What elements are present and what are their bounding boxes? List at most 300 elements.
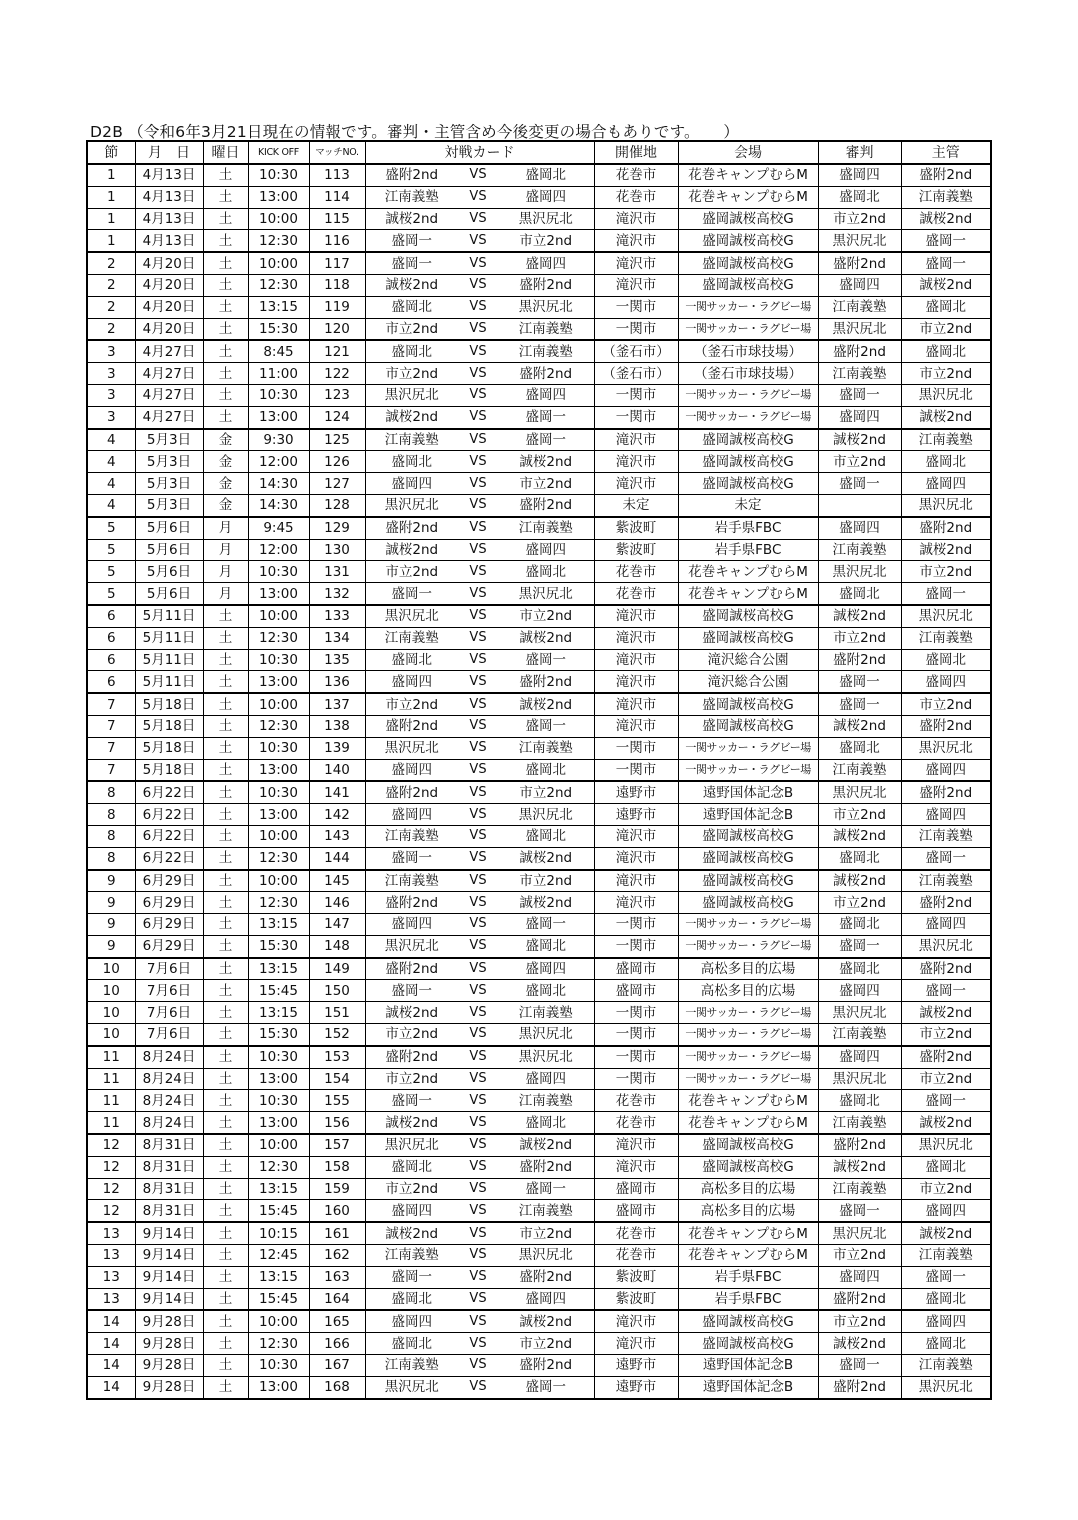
cell-date: 9月14日 [135, 1222, 203, 1244]
cell-organizer: 江南義塾 [901, 870, 991, 892]
cell-home-team: 黒沢尻北 [365, 494, 458, 516]
cell-venue: 遠野国体記念B [678, 804, 818, 826]
cell-organizer: 盛岡一 [901, 1266, 991, 1288]
cell-venue: 一関サッカー・ラグビー場 [678, 406, 818, 428]
cell-match-no: 166 [309, 1333, 365, 1355]
cell-kickoff: 13:00 [248, 1068, 309, 1090]
cell-host-city: 花巻市 [594, 583, 678, 605]
cell-match-no: 116 [309, 230, 365, 252]
cell-referee: 盛岡四 [818, 1266, 901, 1288]
table-row [87, 1112, 991, 1134]
cell-vs: VS [458, 186, 498, 208]
cell-host-city: 一関市 [594, 737, 678, 759]
cell-host-city: 遠野市 [594, 804, 678, 826]
cell-date: 5月6日 [135, 517, 203, 539]
cell-organizer: 盛附2nd [901, 517, 991, 539]
cell-setsu: 10 [87, 1024, 135, 1046]
cell-organizer: 盛岡北 [901, 451, 991, 473]
cell-match-no: 136 [309, 671, 365, 693]
cell-away-team: 盛岡四 [498, 186, 594, 208]
cell-home-team: 江南義塾 [365, 1245, 458, 1267]
cell-setsu: 6 [87, 605, 135, 627]
cell-home-team: 盛岡一 [365, 252, 458, 274]
cell-weekday: 土 [203, 671, 248, 693]
cell-venue: 遠野国体記念B [678, 781, 818, 803]
cell-vs: VS [458, 715, 498, 737]
table-row [87, 870, 991, 892]
cell-setsu: 1 [87, 208, 135, 230]
cell-organizer: 誠桜2nd [901, 1002, 991, 1024]
cell-referee: 盛附2nd [818, 252, 901, 274]
cell-vs: VS [458, 693, 498, 715]
cell-weekday: 月 [203, 517, 248, 539]
cell-weekday: 金 [203, 473, 248, 495]
cell-host-city: 遠野市 [594, 1355, 678, 1377]
cell-match-no: 159 [309, 1178, 365, 1200]
cell-date: 9月14日 [135, 1245, 203, 1267]
cell-referee: 黒沢尻北 [818, 561, 901, 583]
cell-organizer: 盛附2nd [901, 892, 991, 914]
cell-home-team: 市立2nd [365, 693, 458, 715]
cell-away-team: 市立2nd [498, 870, 594, 892]
cell-host-city: 滝沢市 [594, 715, 678, 737]
cell-setsu: 2 [87, 296, 135, 318]
cell-organizer: 市立2nd [901, 561, 991, 583]
table-row [87, 1200, 991, 1222]
cell-setsu: 4 [87, 451, 135, 473]
cell-date: 4月13日 [135, 230, 203, 252]
cell-date: 5月6日 [135, 539, 203, 561]
cell-home-team: 盛附2nd [365, 892, 458, 914]
cell-venue: 盛岡誠桜高校G [678, 1333, 818, 1355]
cell-vs: VS [458, 1266, 498, 1288]
cell-vs: VS [458, 1090, 498, 1112]
cell-venue: 滝沢総合公園 [678, 649, 818, 671]
cell-referee: 盛岡一 [818, 384, 901, 406]
table-row [87, 935, 991, 957]
cell-weekday: 土 [203, 1046, 248, 1068]
cell-venue: （釜石市球技場） [678, 340, 818, 362]
cell-weekday: 土 [203, 318, 248, 340]
cell-venue: 盛岡誠桜高校G [678, 1134, 818, 1156]
cell-vs: VS [458, 252, 498, 274]
cell-organizer: 誠桜2nd [901, 1222, 991, 1244]
cell-away-team: 盛附2nd [498, 1156, 594, 1178]
cell-vs: VS [458, 539, 498, 561]
cell-host-city: 一関市 [594, 1046, 678, 1068]
cell-home-team: 市立2nd [365, 1024, 458, 1046]
cell-venue: 岩手県FBC [678, 1266, 818, 1288]
cell-kickoff: 13:15 [248, 296, 309, 318]
cell-setsu: 8 [87, 804, 135, 826]
cell-kickoff: 15:45 [248, 980, 309, 1002]
cell-weekday: 金 [203, 451, 248, 473]
table-row [87, 274, 991, 296]
cell-away-team: 黒沢尻北 [498, 296, 594, 318]
cell-weekday: 土 [203, 649, 248, 671]
cell-kickoff: 10:30 [248, 384, 309, 406]
cell-kickoff: 12:45 [248, 1245, 309, 1267]
table-row [87, 715, 991, 737]
cell-host-city: 一関市 [594, 759, 678, 781]
cell-kickoff: 10:30 [248, 164, 309, 186]
cell-date: 9月28日 [135, 1310, 203, 1332]
cell-match-no: 146 [309, 892, 365, 914]
table-row [87, 737, 991, 759]
table-row [87, 847, 991, 869]
cell-home-team: 黒沢尻北 [365, 737, 458, 759]
cell-referee: 盛岡北 [818, 186, 901, 208]
cell-vs: VS [458, 847, 498, 869]
cell-referee: 盛岡四 [818, 164, 901, 186]
cell-away-team: 黒沢尻北 [498, 1245, 594, 1267]
cell-host-city: 滝沢市 [594, 693, 678, 715]
cell-away-team: 盛岡北 [498, 561, 594, 583]
cell-away-team: 誠桜2nd [498, 693, 594, 715]
table-row [87, 671, 991, 693]
cell-home-team: 誠桜2nd [365, 1002, 458, 1024]
cell-vs: VS [458, 627, 498, 649]
cell-weekday: 土 [203, 825, 248, 847]
cell-away-team: 盛岡四 [498, 958, 594, 980]
cell-match-no: 150 [309, 980, 365, 1002]
cell-referee: 盛岡一 [818, 473, 901, 495]
cell-venue: 一関サッカー・ラグビー場 [678, 1046, 818, 1068]
cell-host-city: 一関市 [594, 935, 678, 957]
cell-referee: 盛岡四 [818, 980, 901, 1002]
cell-setsu: 14 [87, 1333, 135, 1355]
cell-vs: VS [458, 1178, 498, 1200]
cell-venue: 花巻キャンプむらM [678, 1090, 818, 1112]
cell-away-team: 盛岡一 [498, 429, 594, 451]
cell-setsu: 12 [87, 1156, 135, 1178]
cell-setsu: 14 [87, 1355, 135, 1377]
cell-referee: 盛岡四 [818, 406, 901, 428]
cell-vs: VS [458, 935, 498, 957]
cell-date: 7月6日 [135, 958, 203, 980]
cell-match-no: 117 [309, 252, 365, 274]
cell-host-city: 花巻市 [594, 1090, 678, 1112]
cell-date: 9月28日 [135, 1376, 203, 1398]
cell-vs: VS [458, 804, 498, 826]
cell-away-team: 盛岡一 [498, 649, 594, 671]
cell-referee: 黒沢尻北 [818, 1002, 901, 1024]
table-row [87, 1178, 991, 1200]
cell-weekday: 土 [203, 384, 248, 406]
table-row [87, 1002, 991, 1024]
table-row [87, 1046, 991, 1068]
cell-kickoff: 13:00 [248, 406, 309, 428]
cell-weekday: 土 [203, 847, 248, 869]
cell-home-team: 江南義塾 [365, 870, 458, 892]
cell-match-no: 115 [309, 208, 365, 230]
cell-host-city: 滝沢市 [594, 208, 678, 230]
cell-host-city: 一関市 [594, 1068, 678, 1090]
cell-home-team: 盛岡一 [365, 230, 458, 252]
cell-away-team: 盛岡一 [498, 406, 594, 428]
cell-away-team: 江南義塾 [498, 1090, 594, 1112]
cell-venue: 一関サッカー・ラグビー場 [678, 737, 818, 759]
cell-weekday: 土 [203, 1178, 248, 1200]
table-row [87, 1355, 991, 1377]
cell-vs: VS [458, 1288, 498, 1310]
cell-kickoff: 15:45 [248, 1288, 309, 1310]
cell-host-city: 滝沢市 [594, 473, 678, 495]
cell-away-team: 盛附2nd [498, 1266, 594, 1288]
cell-match-no: 144 [309, 847, 365, 869]
cell-match-no: 158 [309, 1156, 365, 1178]
cell-home-team: 盛附2nd [365, 715, 458, 737]
cell-organizer: 黒沢尻北 [901, 1134, 991, 1156]
cell-venue: 花巻キャンプむらM [678, 1222, 818, 1244]
cell-weekday: 土 [203, 1333, 248, 1355]
cell-host-city: 一関市 [594, 914, 678, 936]
cell-host-city: 滝沢市 [594, 892, 678, 914]
table-row [87, 649, 991, 671]
cell-referee: 誠桜2nd [818, 715, 901, 737]
cell-kickoff: 13:00 [248, 759, 309, 781]
cell-kickoff: 13:15 [248, 1266, 309, 1288]
cell-kickoff: 10:00 [248, 825, 309, 847]
cell-away-team: 盛附2nd [498, 363, 594, 385]
table-row [87, 627, 991, 649]
cell-weekday: 土 [203, 340, 248, 362]
cell-organizer: 盛岡四 [901, 759, 991, 781]
cell-match-no: 165 [309, 1310, 365, 1332]
cell-match-no: 162 [309, 1245, 365, 1267]
cell-date: 8月24日 [135, 1046, 203, 1068]
cell-match-no: 154 [309, 1068, 365, 1090]
table-row [87, 1266, 991, 1288]
cell-weekday: 土 [203, 1288, 248, 1310]
cell-host-city: 滝沢市 [594, 847, 678, 869]
cell-weekday: 土 [203, 958, 248, 980]
cell-setsu: 5 [87, 561, 135, 583]
cell-match-no: 157 [309, 1134, 365, 1156]
cell-host-city: 花巻市 [594, 1245, 678, 1267]
cell-setsu: 9 [87, 892, 135, 914]
cell-venue: 一関サッカー・ラグビー場 [678, 384, 818, 406]
table-row [87, 1376, 991, 1398]
cell-away-team: 盛岡北 [498, 980, 594, 1002]
cell-setsu: 8 [87, 825, 135, 847]
cell-match-no: 161 [309, 1222, 365, 1244]
cell-date: 6月22日 [135, 847, 203, 869]
cell-home-team: 黒沢尻北 [365, 935, 458, 957]
cell-home-team: 誠桜2nd [365, 208, 458, 230]
cell-date: 5月11日 [135, 649, 203, 671]
cell-home-team: 黒沢尻北 [365, 384, 458, 406]
cell-kickoff: 12:30 [248, 274, 309, 296]
cell-host-city: 滝沢市 [594, 429, 678, 451]
cell-setsu: 3 [87, 384, 135, 406]
cell-vs: VS [458, 1046, 498, 1068]
cell-organizer: 盛附2nd [901, 781, 991, 803]
cell-referee: 黒沢尻北 [818, 1068, 901, 1090]
cell-vs: VS [458, 671, 498, 693]
cell-match-no: 127 [309, 473, 365, 495]
cell-referee: 黒沢尻北 [818, 781, 901, 803]
cell-host-city: 遠野市 [594, 781, 678, 803]
cell-organizer: 盛岡四 [901, 671, 991, 693]
cell-date: 4月27日 [135, 384, 203, 406]
cell-setsu: 11 [87, 1112, 135, 1134]
cell-vs: VS [458, 914, 498, 936]
cell-weekday: 土 [203, 1310, 248, 1332]
table-row [87, 781, 991, 803]
cell-setsu: 2 [87, 274, 135, 296]
cell-organizer: 盛岡北 [901, 1156, 991, 1178]
cell-away-team: 盛附2nd [498, 671, 594, 693]
cell-host-city: 一関市 [594, 296, 678, 318]
cell-organizer: 誠桜2nd [901, 539, 991, 561]
cell-organizer: 盛岡北 [901, 340, 991, 362]
cell-date: 8月31日 [135, 1178, 203, 1200]
cell-away-team: 盛岡一 [498, 914, 594, 936]
cell-referee: 江南義塾 [818, 539, 901, 561]
cell-home-team: 盛岡一 [365, 847, 458, 869]
cell-referee: 盛岡一 [818, 693, 901, 715]
cell-host-city: 滝沢市 [594, 605, 678, 627]
cell-venue: 盛岡誠桜高校G [678, 870, 818, 892]
cell-away-team: 黒沢尻北 [498, 1046, 594, 1068]
cell-away-team: 盛岡北 [498, 935, 594, 957]
cell-vs: VS [458, 1002, 498, 1024]
cell-match-no: 123 [309, 384, 365, 406]
cell-weekday: 土 [203, 230, 248, 252]
cell-setsu: 4 [87, 473, 135, 495]
cell-venue: 盛岡誠桜高校G [678, 1310, 818, 1332]
cell-venue: 盛岡誠桜高校G [678, 473, 818, 495]
cell-referee: 盛岡四 [818, 517, 901, 539]
cell-match-no: 138 [309, 715, 365, 737]
cell-kickoff: 12:00 [248, 451, 309, 473]
cell-referee: 盛岡北 [818, 914, 901, 936]
cell-setsu: 13 [87, 1222, 135, 1244]
cell-host-city: （釜石市） [594, 340, 678, 362]
cell-match-no: 137 [309, 693, 365, 715]
cell-setsu: 4 [87, 429, 135, 451]
table-row [87, 583, 991, 605]
cell-match-no: 126 [309, 451, 365, 473]
cell-venue: 盛岡誠桜高校G [678, 1156, 818, 1178]
cell-venue: 一関サッカー・ラグビー場 [678, 935, 818, 957]
cell-vs: VS [458, 1200, 498, 1222]
cell-setsu: 6 [87, 671, 135, 693]
cell-organizer: 誠桜2nd [901, 406, 991, 428]
cell-weekday: 土 [203, 759, 248, 781]
cell-organizer: 盛岡四 [901, 914, 991, 936]
cell-host-city: 滝沢市 [594, 627, 678, 649]
cell-setsu: 12 [87, 1134, 135, 1156]
cell-match-no: 152 [309, 1024, 365, 1046]
cell-home-team: 盛附2nd [365, 958, 458, 980]
cell-away-team: 黒沢尻北 [498, 1024, 594, 1046]
cell-vs: VS [458, 451, 498, 473]
table-row [87, 1068, 991, 1090]
cell-host-city: 滝沢市 [594, 451, 678, 473]
cell-host-city: 滝沢市 [594, 825, 678, 847]
cell-referee: 盛岡一 [818, 1355, 901, 1377]
cell-date: 8月24日 [135, 1112, 203, 1134]
cell-home-team: 盛岡四 [365, 759, 458, 781]
cell-host-city: 紫波町 [594, 539, 678, 561]
cell-weekday: 土 [203, 1355, 248, 1377]
cell-vs: VS [458, 825, 498, 847]
cell-home-team: 盛岡四 [365, 1310, 458, 1332]
table-row [87, 980, 991, 1002]
cell-home-team: 盛岡四 [365, 1200, 458, 1222]
header-host: 開催地 [594, 141, 678, 164]
cell-away-team: 誠桜2nd [498, 1134, 594, 1156]
cell-host-city: 滝沢市 [594, 671, 678, 693]
cell-date: 5月6日 [135, 583, 203, 605]
cell-organizer: 黒沢尻北 [901, 1376, 991, 1398]
cell-setsu: 10 [87, 980, 135, 1002]
cell-date: 8月24日 [135, 1090, 203, 1112]
cell-host-city: 盛岡市 [594, 1200, 678, 1222]
cell-date: 5月18日 [135, 759, 203, 781]
cell-date: 8月31日 [135, 1156, 203, 1178]
cell-away-team: 盛岡一 [498, 1178, 594, 1200]
cell-host-city: 滝沢市 [594, 252, 678, 274]
cell-referee: 誠桜2nd [818, 605, 901, 627]
cell-kickoff: 13:00 [248, 804, 309, 826]
cell-weekday: 土 [203, 1024, 248, 1046]
cell-match-no: 121 [309, 340, 365, 362]
cell-away-team: 江南義塾 [498, 517, 594, 539]
cell-setsu: 1 [87, 164, 135, 186]
cell-venue: 盛岡誠桜高校G [678, 847, 818, 869]
cell-weekday: 金 [203, 494, 248, 516]
cell-setsu: 9 [87, 914, 135, 936]
cell-kickoff: 10:00 [248, 1310, 309, 1332]
table-row [87, 539, 991, 561]
cell-referee: 誠桜2nd [818, 825, 901, 847]
table-row [87, 296, 991, 318]
cell-referee: 黒沢尻北 [818, 230, 901, 252]
cell-referee: 江南義塾 [818, 1112, 901, 1134]
cell-home-team: 盛岡北 [365, 451, 458, 473]
cell-date: 5月3日 [135, 451, 203, 473]
cell-setsu: 6 [87, 627, 135, 649]
cell-host-city: 遠野市 [594, 1376, 678, 1398]
cell-vs: VS [458, 892, 498, 914]
header-date: 月 日 [135, 141, 203, 164]
cell-home-team: 盛岡四 [365, 914, 458, 936]
page-title: D2B （令和6年3月21日現在の情報です。審判・主管含め今後変更の場合もありです。 ） [90, 123, 740, 141]
cell-setsu: 12 [87, 1178, 135, 1200]
cell-referee: 盛附2nd [818, 1134, 901, 1156]
cell-match-no: 168 [309, 1376, 365, 1398]
cell-weekday: 土 [203, 781, 248, 803]
cell-organizer: 黒沢尻北 [901, 494, 991, 516]
cell-organizer: 市立2nd [901, 1024, 991, 1046]
cell-setsu: 13 [87, 1266, 135, 1288]
cell-host-city: 花巻市 [594, 186, 678, 208]
cell-date: 8月31日 [135, 1200, 203, 1222]
cell-kickoff: 12:30 [248, 715, 309, 737]
cell-venue: 盛岡誠桜高校G [678, 825, 818, 847]
cell-venue: 一関サッカー・ラグビー場 [678, 759, 818, 781]
cell-kickoff: 12:30 [248, 627, 309, 649]
cell-referee: 誠桜2nd [818, 870, 901, 892]
cell-date: 5月18日 [135, 693, 203, 715]
cell-host-city: 盛岡市 [594, 958, 678, 980]
cell-match-no: 124 [309, 406, 365, 428]
table-row [87, 605, 991, 627]
cell-vs: VS [458, 318, 498, 340]
